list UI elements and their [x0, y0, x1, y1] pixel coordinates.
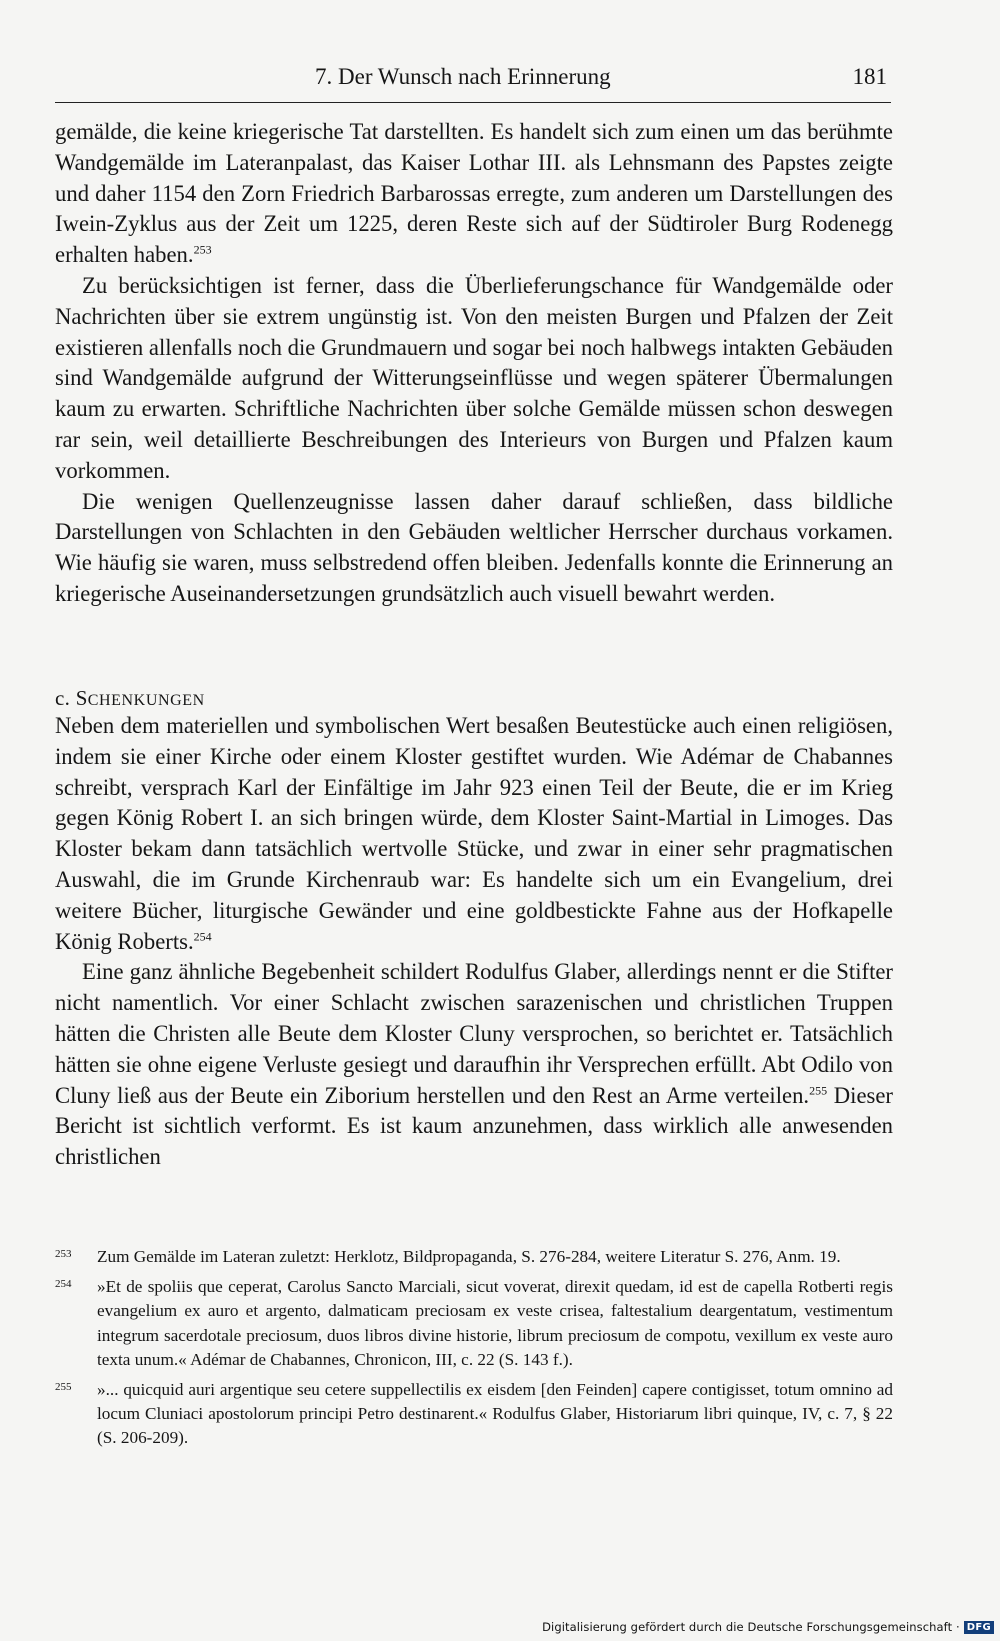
credit-text: Digitalisierung gefördert durch die Deutsche Forschungsgemeinschaft · [542, 1620, 960, 1634]
digitization-credit [542, 1617, 994, 1637]
footnote [55, 1245, 893, 1269]
section-title-rest: CHENKUNGEN [87, 692, 205, 709]
paragraph-text-a: Eine ganz ähnliche Begebenheit schildert Rodulfus Glaber, allerdings nennt er die Stifter nicht namentlich. Vor einer Schlacht zwischen sarazenischen und christlichen Truppen hätten die Christen alle Beute dem Kloster Cluny versprochen, so berichtet er. Tatsächlich hätten sie ohne eigene Verluste gesiegt und daraufhin ihr Versprechen erfüllt. Abt Odilo von Cluny ließ aus der Beute ein Ziborium herstellen und den Rest an Arme verteilen. [55, 959, 893, 1108]
footnote-ref-255[interactable]: 255 [809, 1083, 828, 1097]
page-header [55, 62, 891, 103]
paragraph-conclusion: Die wenigen Quellenzeugnisse lassen daher darauf schließen, dass bildliche Darstellungen von Schlachten in den Gebäuden weltlicher Herrscher durchaus vorkamen. Wie häufig sie waren, muss selbstredend offen bleiben. Jedenfalls konnte die Erinnerung an kriegerische Auseinandersetzungen grundsätzlich auch visuell bewahrt werden. [55, 488, 893, 606]
footnote-text: »... quicquid auri argentique seu cetere suppellectilis ex eisdem [den Feinden] capere contigisset, totum omnino ad locum Cluniaci apostolorum principi Petro destinarent.« Rodulfus Glaber, Historiarum libri quinque, IV, c. 7, § 22 (S. 206-209). [97, 1380, 893, 1448]
footnote-text: »Et de spoliis que ceperat, Carolus Sancto Marciali, sicut voverat, direxit quedam, id est de capella Rotberti regis evangelium ex auro et argento, dalmaticam preciosam ex veste crisea, faltestalium deargentatum, vestimentum integrum sacerdotale preciosum, duos libros divine historie, librum preciosum de compotu, vexillum ex veste auro texta unum.« Adémar de Chabannes, Chronicon, III, c. 22 (S. 143 f.). [97, 1277, 893, 1369]
body-text-top [55, 117, 893, 610]
dfg-logo: DFG [964, 1621, 994, 1634]
page-number: 181 [852, 64, 887, 89]
section-heading [55, 686, 205, 711]
paragraph-text-b: Dieser Bericht ist sichtlich verformt. Es ist kaum anzunehmen, dass wirklich alle anwesenden christlichen [55, 1082, 893, 1170]
footnote-text: Zum Gemälde im Lateran zuletzt: Herklotz, Bildpropaganda, S. 276-284, weitere Literatur S. 276, Anm. 19. [97, 1247, 841, 1266]
footnote [55, 1378, 893, 1451]
footnote [55, 1275, 893, 1372]
section-label: c. [55, 686, 71, 710]
footnote-number: 253 [55, 1248, 72, 1260]
paragraph-text: Neben dem materiellen und symbolischen Wert besaßen Beutestücke auch einen religiösen, indem sie einer Kirche oder einem Kloster gestiftet wurden. Wie Adémar de Chabannes schreibt, versprach Karl der Einfältige im Jahr 923 einen Teil der Beute, die er im Krieg gegen König Robert I. an sich bringen würde, dem Kloster Saint-Martial in Limoges. Das Kloster bekam dann tatsächlich wertvolle Stücke, und zwar in einer sehr pragmatischen Auswahl, die im Grunde Kirchenraub war: Es handelte sich um ein Evangelium, drei weitere Bücher, liturgische Gewänder und eine goldbestickte Fahne aus der Hofkapelle König Roberts. [55, 713, 893, 954]
paragraph-transmission: Zu berücksichtigen ist ferner, dass die Überlieferungschance für Wandgemälde oder Nachrichten über sie extrem ungünstig ist. Von den meisten Burgen und Pfalzen der Zeit existieren allenfalls noch die Grundmauern und sogar bei noch halbwegs intakten Gebäuden sind Wandgemälde aufgrund der Witterungseinflüsse und wegen späterer Übermalungen kaum zu erwarten. Schriftliche Nachrichten über solche Gemälde müssen schon deswegen rar sein, weil detaillierte Beschreibungen des Interieurs von Burgen und Pfalzen kaum vorkommen. [55, 272, 893, 483]
body-text-section [55, 711, 893, 1173]
footnotes [55, 1245, 893, 1457]
section-title-initial: S [75, 686, 88, 710]
running-head: 7. Der Wunsch nach Erinnerung [315, 64, 611, 89]
footnote-number: 254 [55, 1278, 72, 1291]
paragraph-text: gemälde, die keine kriegerische Tat darstellten. Es handelt sich zum einen um das berühmte Wandgemälde im Lateranpalast, das Kaiser Lothar III. als Lehnsmann des Papstes zeigte und daher 1154 den Zorn Friedrich Barbarossas erregte, zum anderen um Darstellungen des Iwein-Zyklus aus der Zeit um 1225, deren Reste sich auf der Südtiroler Burg Rodenegg erhalten haben. [55, 119, 893, 268]
footnote-ref-254[interactable]: 254 [193, 929, 212, 944]
footnote-number: 255 [55, 1381, 72, 1394]
paragraph-continuation [55, 117, 893, 271]
paragraph-glaber [55, 957, 893, 1173]
paragraph-adhemar [55, 711, 893, 957]
footnote-ref-253[interactable]: 253 [193, 242, 212, 257]
